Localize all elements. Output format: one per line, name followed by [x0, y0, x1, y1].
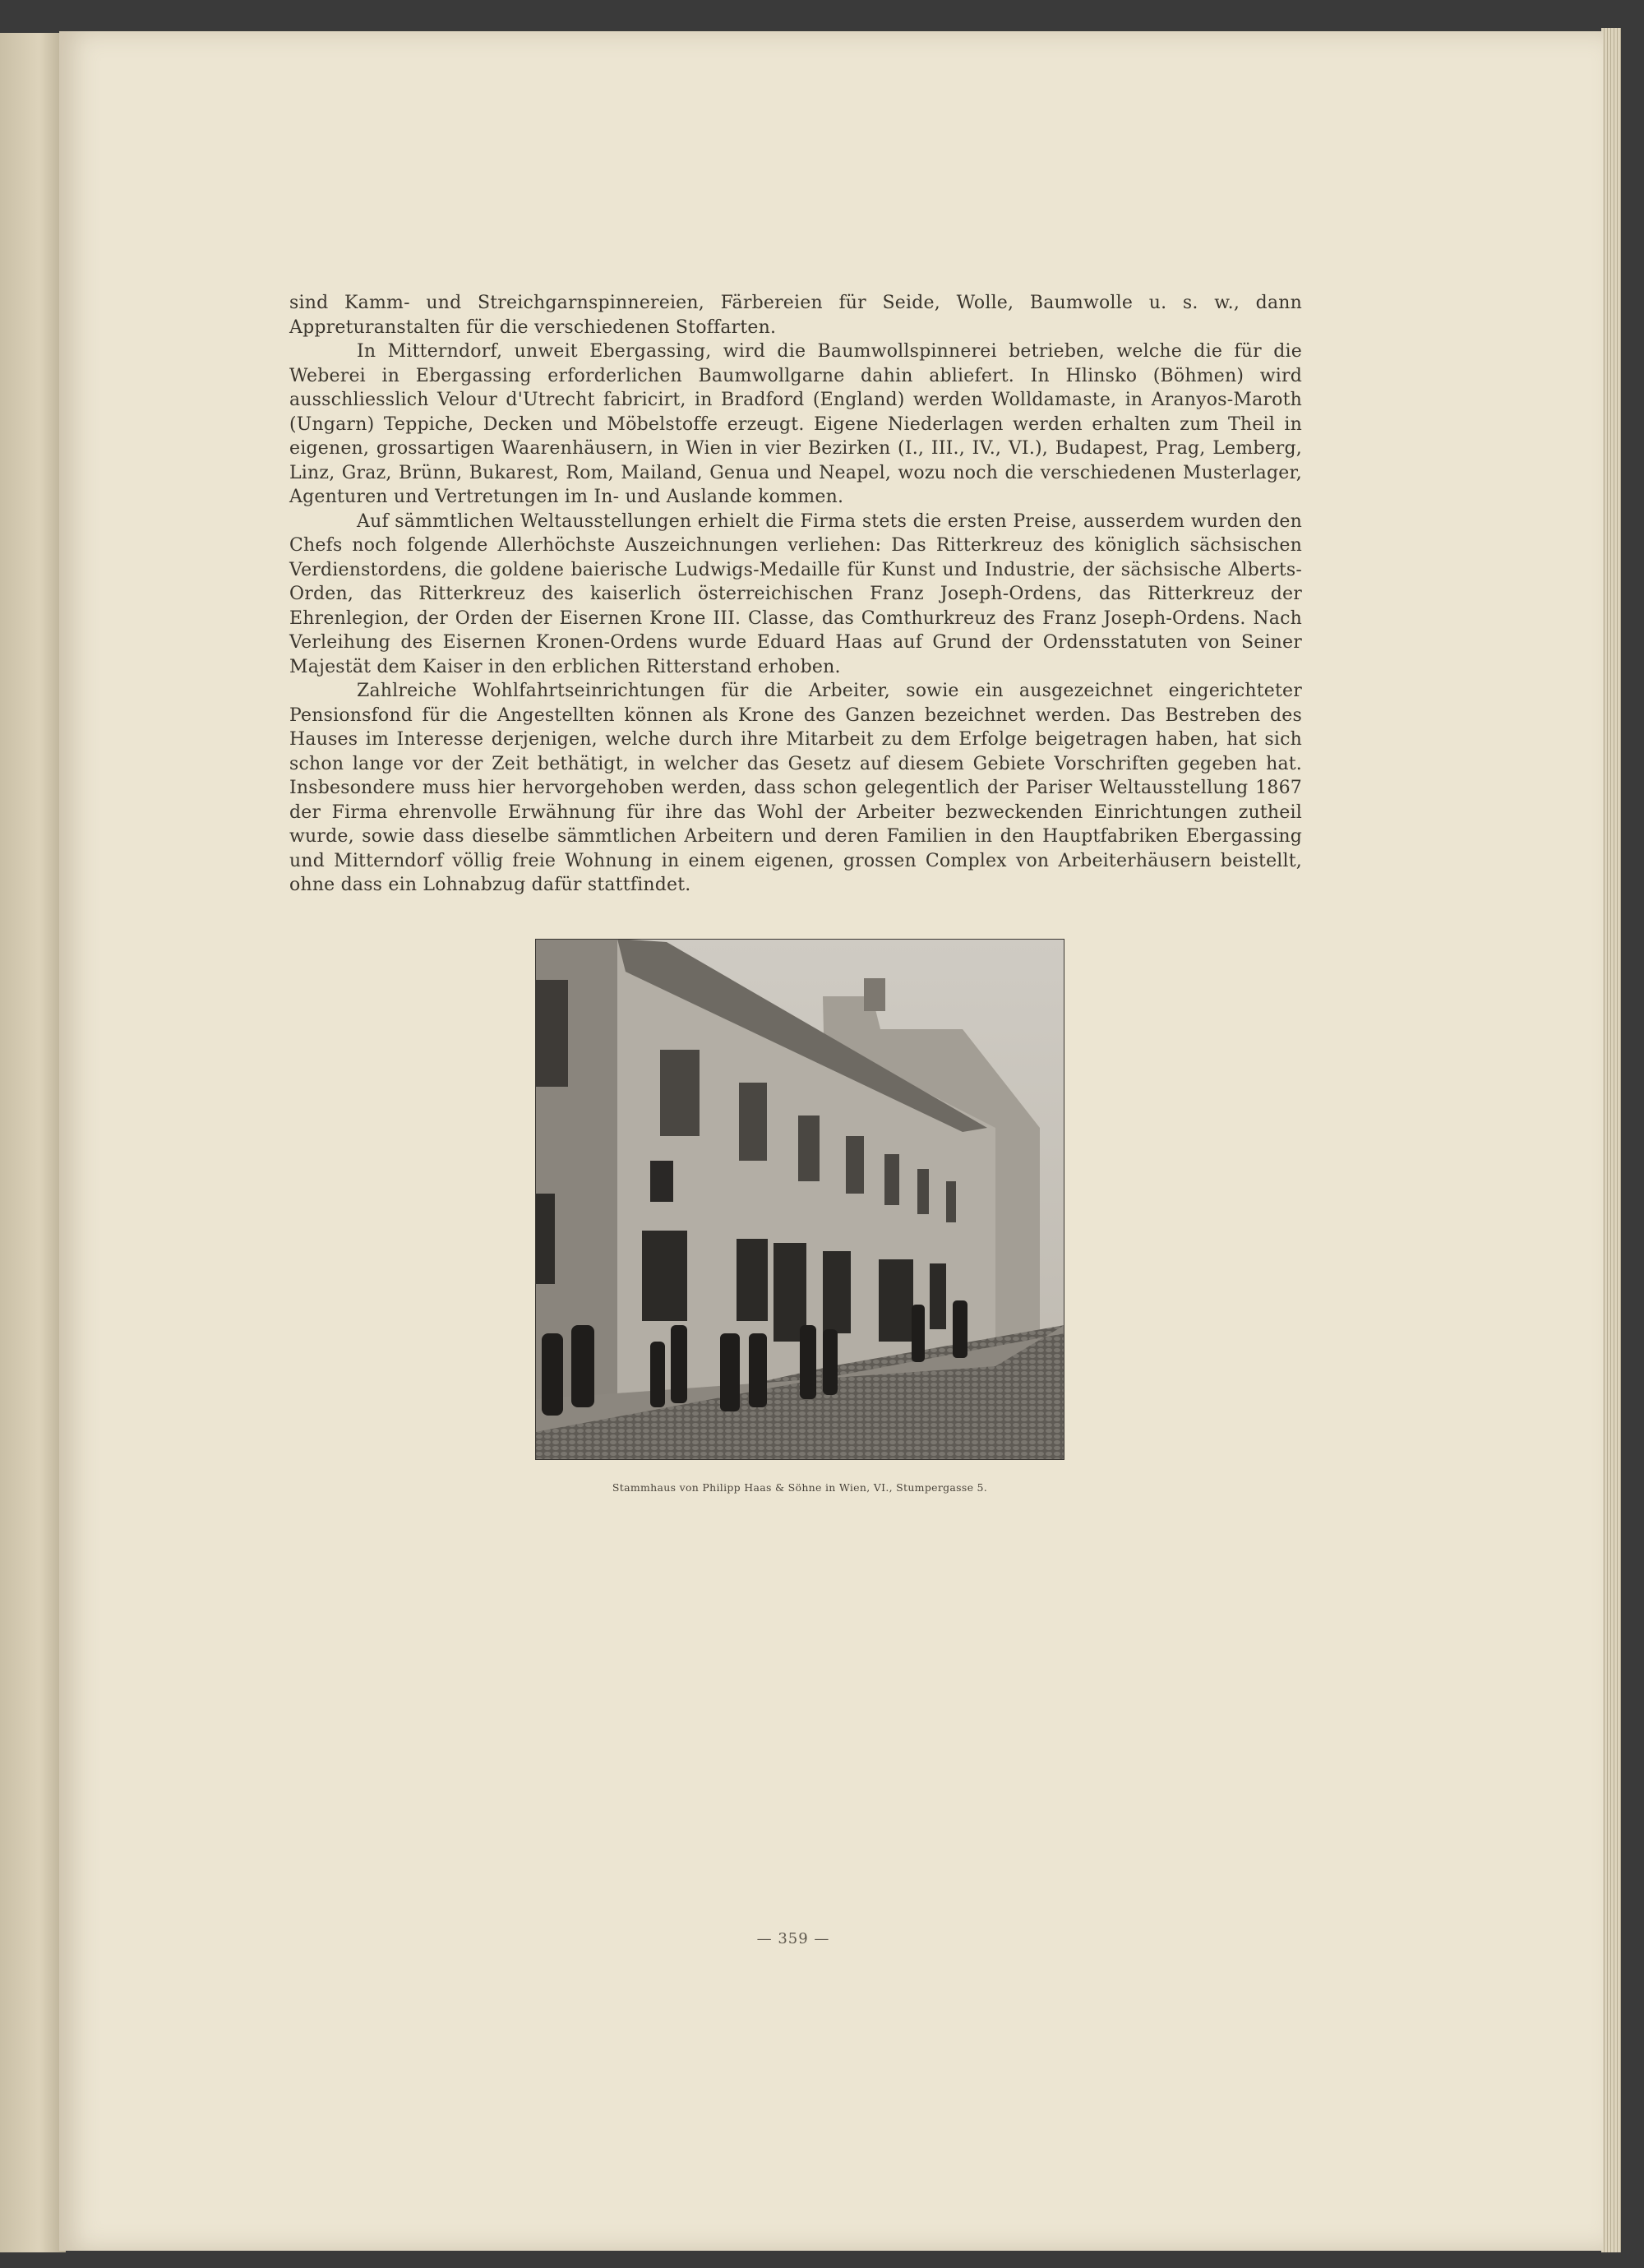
page-number: — 359 — — [756, 1930, 830, 1947]
page-stack-edge — [1601, 28, 1621, 2252]
figure-caption: Stammhaus von Philipp Haas & Söhne in Wien, VI., Stumpergasse 5. — [612, 1481, 988, 1494]
facing-page-edge — [0, 33, 66, 2252]
paragraph: Zahlreiche Wohlfahrtseinrichtungen für die Arbeiter, sowie ein ausgezeichnet eingerichteter Pensionsfond für die Angestellten können als Krone des Ganzen bezeichnet werden. Das Bestreben des Hauses im Interesse derjenigen, welche durch ihre Mitarbeit zu dem Erfolge beigetragen haben, hat sich schon lange vor der Zeit bethätigt, in welcher das Gesetz auf diesem Gebiete Vorschriften gegeben hat. Insbesondere muss hier hervorgehoben werden, dass schon gelegentlich der Pariser Weltausstellung 1867 der Firma ehrenvolle Erwähnung für ihre das Wohl der Arbeiter bezweckenden Einrichtungen zutheil wurde, sowie dass dieselbe sämmtlichen Arbeitern und deren Familien in den Hauptfabriken Ebergassing und Mitterndorf völlig freie Wohnung in einem eigenen, grossen Complex von Arbeiterhäusern beistellt, ohne dass ein Lohnabzug dafür stattfindet. — [289, 681, 1302, 895]
body-text — [289, 291, 1302, 898]
paragraph: sind Kamm- und Streichgarnspinnereien, Färbereien für Seide, Wolle, Baumwolle u. s. w., dann Appreturanstalten für die verschiedenen Stoffarten. — [289, 293, 1302, 338]
paragraph: Auf sämmtlichen Weltausstellungen erhielt die Firma stets die ersten Preise, ausserdem wurden den Chefs noch folgende Allerhöchste Auszeichnungen verliehen: Das Ritterkreuz des königlich sächsischen Verdienstordens, die goldene baierische Ludwigs-Medaille für Kunst und Industrie, der sächsische Alberts-Orden, das Ritterkreuz des kaiserlich österreichischen Franz Joseph-Ordens, das Ritterkreuz der Ehrenlegion, der Orden der Eisernen Krone III. Classe, das Comthurkreuz des Franz Joseph-Ordens. Nach Verleihung des Eisernen Kronen-Ordens wurde Eduard Haas auf Grund der Ordensstatuten von Seiner Majestät dem Kaiser in den erblichen Ritterstand erhoben. — [289, 510, 1302, 677]
paragraph: In Mitterndorf, unweit Ebergassing, wird die Baumwollspinnerei betrieben, welche die für die Weberei in Ebergassing erforderlichen Baumwollgarne dahin abliefert. In Hlinsko (Böhmen) wird ausschliesslich Velour d'Utrecht fabricirt, in Bradford (England) werden Wolldamaste, in Aranyos-Maroth (Ungarn) Teppiche, Decken und Möbelstoffe erzeugt. Eigene Niederlagen werden erhalten zum Theil in eigenen, grossartigen Waarenhäusern, in Wien in vier Bezirken (I., III., IV., VI.), Budapest, Prag, Lemberg, Linz, Graz, Brünn, Bukarest, Rom, Mailand, Genua und Neapel, wozu noch die verschiedenen Musterlager, Agenturen und Vertretungen im In- und Auslande kommen. — [289, 341, 1302, 507]
building-photograph — [535, 939, 1064, 1460]
